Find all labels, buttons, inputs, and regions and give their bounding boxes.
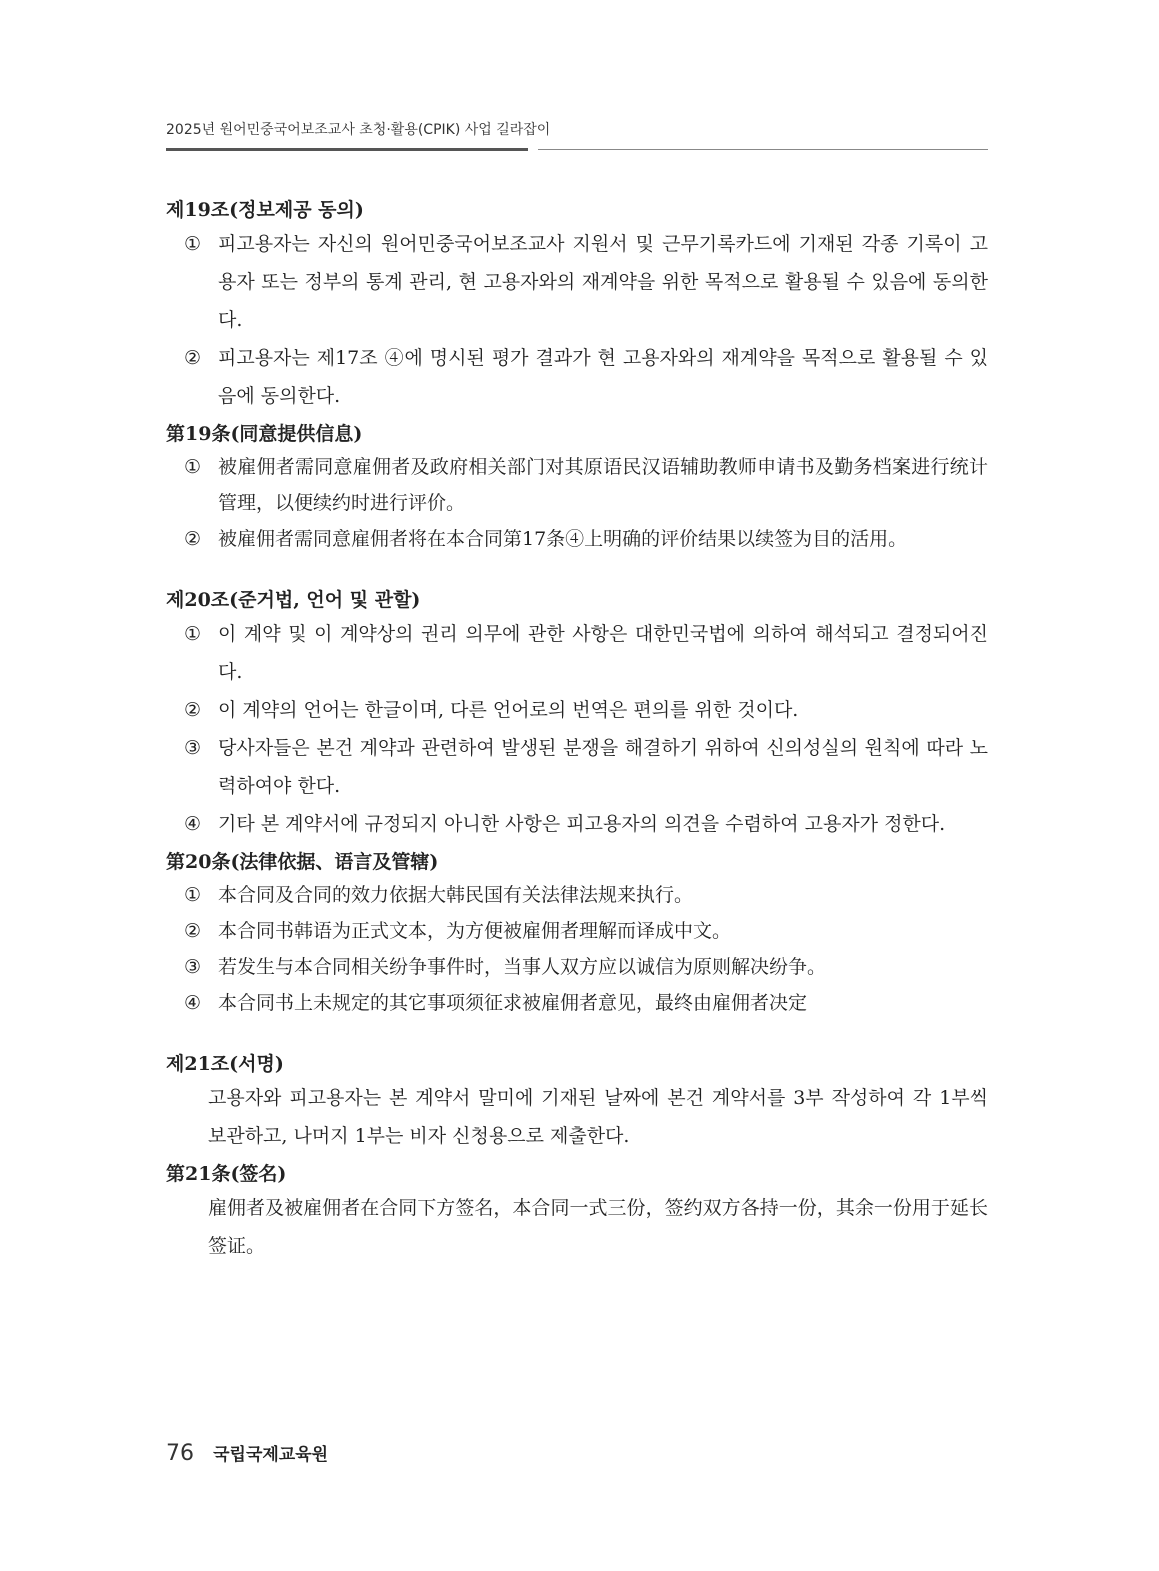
- article-19: [166, 195, 988, 557]
- item-number: ②: [184, 920, 202, 942]
- article-19-item-2-zh: [166, 521, 988, 557]
- article-20-item-2-zh: [166, 913, 988, 949]
- article-20-item-4-ko: [166, 805, 988, 843]
- item-text: 피고용자는 제17조 ④에 명시된 평가 결과가 현 고용자와의 재계약을 목적으로 활용될 수 있음에 동의한다.: [218, 347, 988, 407]
- item-number: ④: [184, 813, 202, 835]
- header-title: 2025년 원어민중국어보조교사 초청·활용(CPIK) 사업 길라잡이: [166, 122, 551, 138]
- header-rule-thick: [166, 148, 528, 151]
- item-number: ②: [184, 699, 202, 721]
- article-21-text-ko: 고용자와 피고용자는 본 계약서 말미에 기재된 날짜에 본건 계약서를 3부 작성하여 각 1부씩 보관하고, 나머지 1부는 비자 신청용으로 제출한다.: [208, 1087, 988, 1147]
- article-20-item-3-zh: [166, 949, 988, 985]
- item-text: 本合同书上未规定的其它事项须征求被雇佣者意见，最终由雇佣者决定: [218, 992, 808, 1014]
- article-21-text-zh: 雇佣者及被雇佣者在合同下方签名，本合同一式三份，签约双方各持一份，其余一份用于延长签证。: [208, 1197, 988, 1257]
- article-20-heading-ko: 제20조(준거법, 언어 및 관할): [166, 589, 421, 611]
- item-text: 被雇佣者需同意雇佣者及政府相关部门对其原语民汉语辅助教师申请书及勤务档案进行统计管理，以便续约时进行评价。: [218, 456, 988, 514]
- article-19-item-1-zh: [166, 449, 988, 521]
- item-number: ④: [184, 992, 202, 1014]
- item-text: 本合同及合同的效力依据大韩民国有关法律法规来执行。: [218, 884, 694, 906]
- item-text: 이 계약 및 이 계약상의 권리 의무에 관한 사항은 대한민국법에 의하여 해석되고 결정되어진다.: [218, 623, 988, 683]
- item-text: 被雇佣者需同意雇佣者将在本合同第17条④上明确的评价结果以续签为目的活用。: [218, 528, 908, 550]
- item-text: 피고용자는 자신의 원어민중국어보조교사 지원서 및 근무기록카드에 기재된 각종 기록이 고용자 또는 정부의 통계 관리, 현 고용자와의 재계약을 위한 목적으로 활용될 수 있음에 동의한다.: [218, 233, 988, 331]
- page-footer: [166, 1440, 328, 1466]
- item-number: ①: [184, 233, 202, 255]
- article-19-heading-ko: 제19조(정보제공 동의): [166, 199, 364, 221]
- header-rule-thin: [538, 149, 988, 150]
- article-21: [166, 1049, 988, 1265]
- article-19-heading-zh: 第19条(同意提供信息): [166, 423, 363, 445]
- item-text: 本合同书韩语为正式文本，为方便被雇佣者理解而译成中文。: [218, 920, 732, 942]
- article-20-item-2-ko: [166, 691, 988, 729]
- article-20-item-1-zh: [166, 877, 988, 913]
- article-21-heading-ko: 제21조(서명): [166, 1053, 284, 1075]
- item-number: ②: [184, 347, 202, 369]
- item-number: ①: [184, 623, 202, 645]
- article-19-item-2-ko: [166, 339, 988, 415]
- running-header: [166, 120, 988, 154]
- item-number: ①: [184, 884, 202, 906]
- item-text: 이 계약의 언어는 한글이며, 다른 언어로의 번역은 편의를 위한 것이다.: [218, 699, 799, 721]
- item-number: ③: [184, 737, 202, 759]
- page-content: [166, 195, 988, 1293]
- article-20-item-4-zh: [166, 985, 988, 1021]
- page-number: 76: [166, 1441, 194, 1466]
- item-number: ③: [184, 956, 202, 978]
- item-text: 당사자들은 본건 계약과 관련하여 발생된 분쟁을 해결하기 위하여 신의성실의 원칙에 따라 노력하여야 한다.: [218, 737, 988, 797]
- article-20-item-1-ko: [166, 615, 988, 691]
- article-20-heading-zh: 第20条(法律依据、语言及管辖): [166, 851, 439, 873]
- item-text: 若发生与本合同相关纷争事件时，当事人双方应以诚信为原则解决纷争。: [218, 956, 827, 978]
- item-number: ②: [184, 528, 202, 550]
- organization-name: 국립국제교육원: [213, 1445, 329, 1465]
- article-19-item-1-ko: [166, 225, 988, 339]
- article-20: [166, 585, 988, 1021]
- article-21-heading-zh: 第21条(签名): [166, 1163, 287, 1185]
- item-text: 기타 본 계약서에 규정되지 아니한 사항은 피고용자의 의견을 수렴하여 고용자가 정한다.: [218, 813, 946, 835]
- item-number: ①: [184, 456, 202, 478]
- article-20-item-3-ko: [166, 729, 988, 805]
